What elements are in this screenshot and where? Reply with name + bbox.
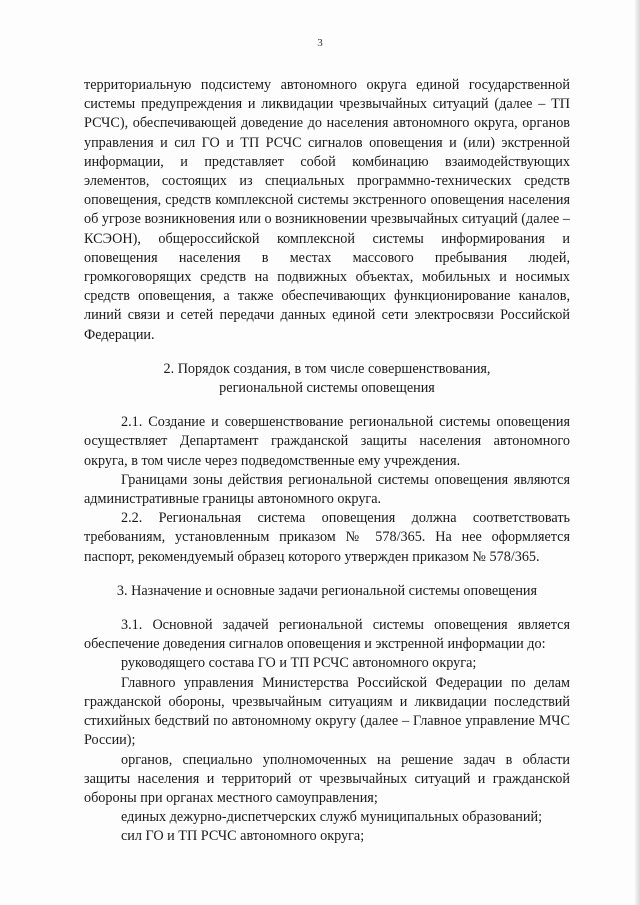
list-item: руководящего состава ГО и ТП РСЧС автономного округа; [121,655,477,672]
page-number: 3 [317,37,323,49]
section-2-heading-line1: 2. Порядок создания, в том числе совершенствования, [163,360,491,377]
intro-paragraph: территориальную подсистему автономного округа единой государственной системы предупреждения и ликвидации чрезвычайных ситуаций (далее – ТП РСЧС), обеспечивающей доведение до населения автономного округа, органов управления и сил ГО и ТП РСЧС сигналов оповещения и (или) экстренной информации, и представляет собой комбинацию взаимодействующих элементов, состоящих из специальных программно-технических средств оповещения, средств комплексной системы экстренного оповещения населения об угрозе возникновения или о возникновении чрезвычайных ситуаций (далее – КСЭОН), общероссийской комплексной системы информирования и оповещения населения в местах массового пребывания людей, громкоговорящих средств на подвижных объектах, мобильных и носимых средств оповещения, а также обеспечивающих функционирование каналов, линий связи и сетей передачи данных единой сети электросвязи Российской Федерации. [84,77,570,343]
paragraph-2-1: 2.1. Создание и совершенствование региональной системы оповещения осуществляет Департамент гражданской защиты населения автономного округа, в том числе через подведомственные ему учреждения. [84,414,570,469]
section-2-heading-line2: региональной системы оповещения [219,380,435,397]
list-item: единых дежурно-диспетчерских служб муниципальных образований; [121,809,543,826]
section-3-heading: 3. Назначение и основные задачи региональной системы оповещения [116,582,538,599]
document-body [84,76,570,847]
paragraph-2-1-boundaries: Границами зоны действия региональной системы оповещения являются административные границы автономного округа. [84,471,570,508]
list-item: сил ГО и ТП РСЧС автономного округа; [121,828,365,845]
paragraph-3-1: 3.1. Основной задачей региональной системы оповещения является обеспечение доведения сигналов оповещения и экстренной информации до: [84,617,570,653]
list-item: органов, специально уполномоченных на решение задач в области защиты населения и территорий от чрезвычайных ситуаций и гражданской обороны при органах местного самоуправления; [84,751,570,806]
paragraph-2-2: 2.2. Региональная система оповещения должна соответствовать требованиям, установленным приказом № 578/365. На нее оформляется паспорт, рекомендуемый образец которого утвержден приказом № 578/365. [84,510,570,565]
page-edge-shadow [634,0,640,905]
list-item: Главного управления Министерства Российской Федерации по делам гражданской обороны, чрезвычайным ситуациям и ликвидации последствий стихийных бедствий по автономному округу (далее – Главное управление МЧС России); [84,674,570,749]
